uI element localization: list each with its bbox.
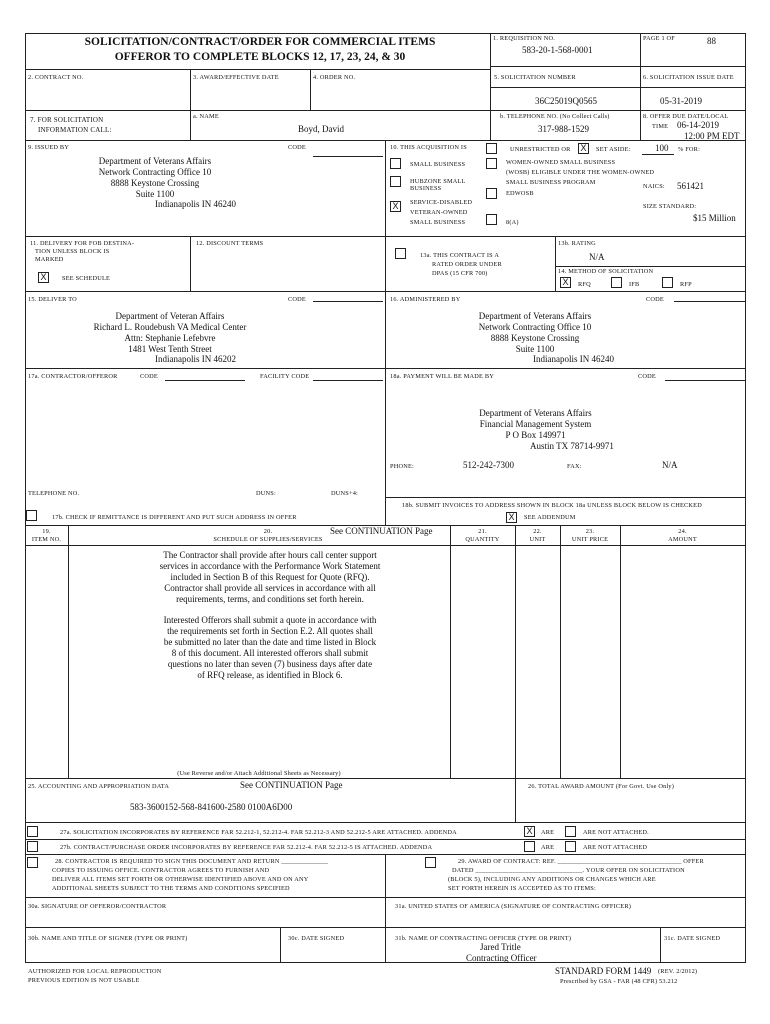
col-item-number: 19. [42,528,51,535]
description-line: The Contractor shall provide after hours call center support [163,550,377,560]
administered-by-label: 16. ADMINISTERED BY [390,296,461,303]
contractor-label: 17a. CONTRACTOR/OFFEROR [28,373,118,380]
contract-no-label: 2. CONTRACT NO. [28,74,84,81]
contact-name: Boyd, David [298,124,344,134]
page-label: PAGE 1 OF [643,35,676,42]
addenda-are-label-2: ARE [541,844,555,851]
28-checkbox[interactable] [27,857,38,868]
footer-authorized: AUTHORIZED FOR LOCAL REPRODUCTION [28,968,162,975]
deliver-to-line-2: Richard L. Roudebush VA Medical Center [93,322,247,332]
rating-label: 13b. RATING [558,240,596,247]
hubzone-label-2: BUSINESS [410,185,442,192]
description-line: requirements, terms, and conditions set forth herein. [176,594,364,604]
solicitation-info-label: 7. FOR SOLICITATION [30,116,104,124]
co-signature-label: 31a. UNITED STATES OF AMERICA (SIGNATURE OF CONTRACTING OFFICER) [395,903,632,910]
payment-line-1: Department of Veterans Affairs [479,408,592,418]
set-aside-for-label: % FOR: [678,146,701,153]
offeror-signature-label: 30a. SIGNATURE OF OFFEROR/CONTRACTOR [28,903,167,910]
form-revision: (REV. 2/2012) [658,968,698,975]
set-aside-label: SET ASIDE: [596,146,631,153]
addenda-are-not-checkbox[interactable] [565,826,576,837]
order-no-label: 4. ORDER NO. [313,74,356,81]
hubzone-label: HUBZONE SMALL [410,178,466,185]
payment-line-3: P O Box 149971 [505,430,566,440]
27b-label: 27b. CONTRACT/PURCHASE ORDER INCORPORATES BY REFERENCE FAR 52.212-4. FAR 52.212-5 IS ATTACHED. ADDENDA [60,844,433,851]
administered-by-line-1: Department of Veterans Affairs [478,311,592,321]
issued-by-line-1: Department of Veterans Affairs [98,156,212,166]
description-line: Interested Offerors shall submit a quote in accordance with [163,615,377,625]
solicitation-info-label-2: INFORMATION CALL: [38,126,112,134]
ifb-checkbox[interactable] [611,277,622,288]
requisition-number: 583-20-1-568-0001 [522,45,593,55]
form-prescribed: Prescribed by GSA - FAR (48 CFR) 53.212 [560,978,678,985]
offer-due-label-2: TIME [652,123,669,130]
duns-label: DUNS: [256,490,276,497]
rated-order-checkbox[interactable] [395,248,406,259]
8a-checkbox[interactable] [486,214,497,225]
wosb-label-3: SMALL BUSINESS PROGRAM [506,179,596,186]
wosb-label-2: (WOSB) ELIGIBLE UNDER THE WOMEN-OWNED [506,169,655,176]
description-line: services in accordance with the Performance Work Statement [159,561,381,571]
addenda-are-checkbox[interactable]: X [524,826,535,837]
ifb-label: IFB [629,281,640,288]
deliver-to-line-3: Attn: Stephanie Lefebvre [124,333,216,343]
administered-by-line-3: 8888 Keystone Crossing [490,333,580,343]
set-aside-percent: 100 [655,143,669,153]
rated-order-label: 13a. THIS CONTRACT IS A [420,252,500,259]
facility-code-label: FACILITY CODE [260,373,310,380]
29-checkbox[interactable] [425,857,436,868]
27b-checkbox[interactable] [27,841,38,852]
duns-plus-label: DUNS+4: [331,490,358,497]
col-amount-number: 24. [678,528,687,535]
administered-by-line-5: Indianapolis IN 46240 [533,354,614,364]
sdvosb-label-3: SMALL BUSINESS [410,219,466,226]
continuation-link: See CONTINUATION Page [330,526,433,536]
deliver-to-label: 15. DELIVER TO [28,296,77,303]
form-title: SOLICITATION/CONTRACT/ORDER FOR COMMERCIAL ITEMS [84,36,436,48]
total-award-label: 26. TOTAL AWARD AMOUNT (For Govt. Use Only) [528,783,675,790]
contact-phone-label: b. TELEPHONE NO. (No Collect Calls) [500,113,610,120]
footer-previous-edition: PREVIOUS EDITION IS NOT USABLE [28,977,140,984]
accounting-continuation: See CONTINUATION Page [240,780,343,790]
deliver-to-line-4: 1481 West Tenth Street [128,344,212,354]
addenda-are-not-label: ARE NOT ATTACHED. [583,829,649,836]
rfp-checkbox[interactable] [662,277,673,288]
small-business-label: SMALL BUSINESS [410,161,466,168]
deliver-to-code-label: CODE [288,296,306,303]
issued-by-label: 9. ISSUED BY [28,144,70,151]
addenda-are-not-label-2: ARE NOT ATTACHED [583,844,648,851]
col-unit-number: 22. [533,528,542,535]
29-line-4: SET FORTH HEREIN IS ACCEPTED AS TO ITEMS: [448,885,596,892]
payment-label: 18a. PAYMENT WILL BE MADE BY [390,373,495,380]
co-date-label: 31c. DATE SIGNED [664,935,721,942]
payment-phone-label: PHONE: [390,463,414,470]
deliver-to-line-1: Department of Veteran Affairs [115,311,225,321]
contact-name-label: a. NAME [193,113,219,120]
requisition-label: 1. REQUISITION NO. [493,35,556,42]
issued-by-code-label: CODE [288,144,306,151]
28-line-3: DELIVER ALL ITEMS SET FORTH OR OTHERWISE IDENTIFIED ABOVE AND ON ANY [52,876,309,883]
description-line: Contractor shall provide all services in accordance with all [164,583,376,593]
offer-due-label: 8. OFFER DUE DATE/LOCAL [643,113,729,120]
administered-by-line-4: Suite 1100 [515,344,555,354]
issue-date: 05-31-2019 [660,96,702,106]
29-line-2: DATED ________________________________. YOUR OFFER ON SOLICITATION [452,867,685,874]
unrestricted-checkbox[interactable] [486,143,497,154]
contractor-code-label: CODE [140,373,158,380]
29-line-3: (BLOCK 5), INCLUDING ANY ADDITIONS OR CHANGES WHICH ARE [448,876,656,883]
col-item-label: ITEM NO. [31,536,62,543]
remittance-checkbox[interactable] [26,510,37,521]
col-schedule-number: 20. [263,528,273,535]
col-unit-price-number: 23. [585,528,595,535]
wosb-checkbox[interactable] [486,158,497,169]
rated-order-label-2: RATED ORDER UNDER [432,261,502,268]
use-reverse-note: (Use Reverse and/or Attach Additional Sheets as Necessary) [177,770,341,777]
rated-order-label-3: DPAS (15 CFR 700) [432,270,488,277]
solicitation-number-label: 5. SOLICITATION NUMBER [494,74,576,81]
rfq-label: RFQ [578,281,591,288]
telephone-label: TELEPHONE NO. [28,490,80,497]
small-business-checkbox[interactable] [390,158,401,169]
size-standard-label: SIZE STANDARD: [643,203,697,210]
edwosb-checkbox[interactable] [486,188,497,199]
size-standard-value: $15 Million [693,213,736,223]
col-schedule-label: SCHEDULE OF SUPPLIES/SERVICES [213,536,323,543]
payment-line-4: Austin TX 78714-9971 [530,441,614,451]
27a-label: 27a. SOLICITATION INCORPORATES BY REFERENCE FAR 52.212-1, 52.212-4. FAR 52.212-3 AND 52.212-5 ARE ATTACHED. ADDENDA [60,829,457,836]
issued-by-line-3: 8888 Keystone Crossing [110,178,200,188]
delivery-label: 11. DELIVERY FOR FOB DESTINA- [30,240,135,247]
accounting-value: 583-3600152-568-841600-2580 0100A6D00 [130,802,293,812]
issued-by-line-5: Indianapolis IN 46240 [155,199,236,209]
deliver-to-line-5: Indianapolis IN 46202 [155,354,236,364]
signer-name-label: 30b. NAME AND TITLE OF SIGNER (TYPE OR PRINT) [28,935,188,942]
28-line-1: 28. CONTRACTOR IS REQUIRED TO SIGN THIS DOCUMENT AND RETURN ______________ [55,858,329,865]
edwosb-label: EDWOSB [506,190,534,197]
offeror-date-label: 30c. DATE SIGNED [288,935,345,942]
payment-fax: N/A [662,460,678,470]
rfq-checkbox[interactable]: X [560,277,571,288]
set-aside-checkbox[interactable]: X [578,143,589,154]
col-amount-label: AMOUNT [668,536,697,543]
issued-by-line-4: Suite 1100 [135,189,175,199]
administered-by-line-2: Network Contracting Office 10 [478,322,592,332]
28-line-4: ADDITIONAL SHEETS SUBJECT TO THE TERMS AND CONDITIONS SPECIFIED [52,885,290,892]
accounting-label: 25. ACCOUNTING AND APPROPRIATION DATA [28,783,170,790]
naics-label: NAICS: [643,183,665,190]
contact-phone: 317-988-1529 [538,124,589,134]
hubzone-checkbox[interactable] [390,176,401,187]
co-title: Contracting Officer [466,953,537,963]
page-total: 88 [707,36,716,46]
payment-fax-label: FAX: [567,463,582,470]
description-line: questions no later than seven (7) business days after date [167,659,373,669]
description-line: 8 of this document. All interested offerors shall submit [171,648,369,658]
description-line: included in Section B of this Request for Quote (RFQ). [170,572,370,582]
co-name-label: 31b. NAME OF CONTRACTING OFFICER (TYPE OR PRINT) [395,935,572,942]
sdvosb-label: SERVICE-DISABLED [410,199,473,206]
method-label: 14. METHOD OF SOLICITATION [558,268,654,275]
col-quantity-label: QUANTITY [465,536,500,543]
remittance-label: 17b. CHECK IF REMITTANCE IS DIFFERENT AND PUT SUCH ADDRESS IN OFFER [52,514,297,521]
form-subtitle: OFFEROR TO COMPLETE BLOCKS 12, 17, 23, 24, & 30 [114,51,406,63]
submit-invoices-label: 18b. SUBMIT INVOICES TO ADDRESS SHOWN IN BLOCK 18a UNLESS BLOCK BELOW IS CHECKED [402,502,702,509]
unrestricted-label: UNRESTRICTED OR [510,146,571,153]
addenda-are-label: ARE [541,829,555,836]
addenda-are-not-checkbox-2[interactable] [565,841,576,852]
payment-code-label: CODE [638,373,656,380]
discount-terms-label: 12. DISCOUNT TERMS [196,240,264,247]
description-line: of RFQ release, as identified in Block 6. [197,670,343,680]
delivery-label-3: MARKED [35,256,64,263]
description-line: be submitted no later than the date and time listed in Block [163,637,377,647]
payment-phone: 512-242-7300 [463,460,514,470]
col-unit-label: UNIT [529,536,546,543]
addendum-label: SEE ADDENDUM [524,514,576,521]
29-line-1: 29. AWARD OF CONTRACT: REF. _____________________________________ OFFER [458,858,704,865]
offer-due-time: 12:00 PM EDT [684,131,740,141]
administered-by-code-label: CODE [646,296,664,303]
rating-value: N/A [589,252,605,262]
solicitation-number: 36C25019Q0565 [535,96,598,106]
addendum-checkbox[interactable]: X [506,512,517,523]
delivery-label-2: TION UNLESS BLOCK IS [35,248,110,255]
addenda-are-checkbox-2[interactable] [524,841,535,852]
col-quantity-number: 21. [478,528,487,535]
description-line: the requirements set forth in Section E.2. All quotes shall [167,626,373,636]
27a-checkbox[interactable] [27,826,38,837]
form-number: STANDARD FORM 1449 [555,966,652,976]
co-name: Jared Tritle [480,942,521,952]
col-unit-price-label: UNIT PRICE [571,536,609,543]
naics-code: 561421 [677,181,704,191]
award-date-label: 3. AWARD/EFFECTIVE DATE [193,74,279,81]
sdvosb-checkbox[interactable]: X [390,201,401,212]
offer-due-date: 06-14-2019 [677,120,719,130]
28-line-2: COPIES TO ISSUING OFFICE. CONTRACTOR AGREES TO FURNISH AND [52,867,270,874]
sdvosb-label-2: VETERAN-OWNED [410,209,468,216]
rfp-label: RFP [680,281,692,288]
see-schedule-label: SEE SCHEDULE [62,275,111,282]
issued-by-line-2: Network Contracting Office 10 [98,167,212,177]
wosb-label: WOMEN-OWNED SMALL BUSINESS [506,159,616,166]
payment-line-2: Financial Management System [479,419,592,429]
8a-label: 8(A) [506,219,519,226]
see-schedule-checkbox[interactable]: X [38,272,49,283]
issue-date-label: 6. SOLICITATION ISSUE DATE [643,74,734,81]
acquisition-label: 10. THIS ACQUISITION IS [390,144,467,151]
